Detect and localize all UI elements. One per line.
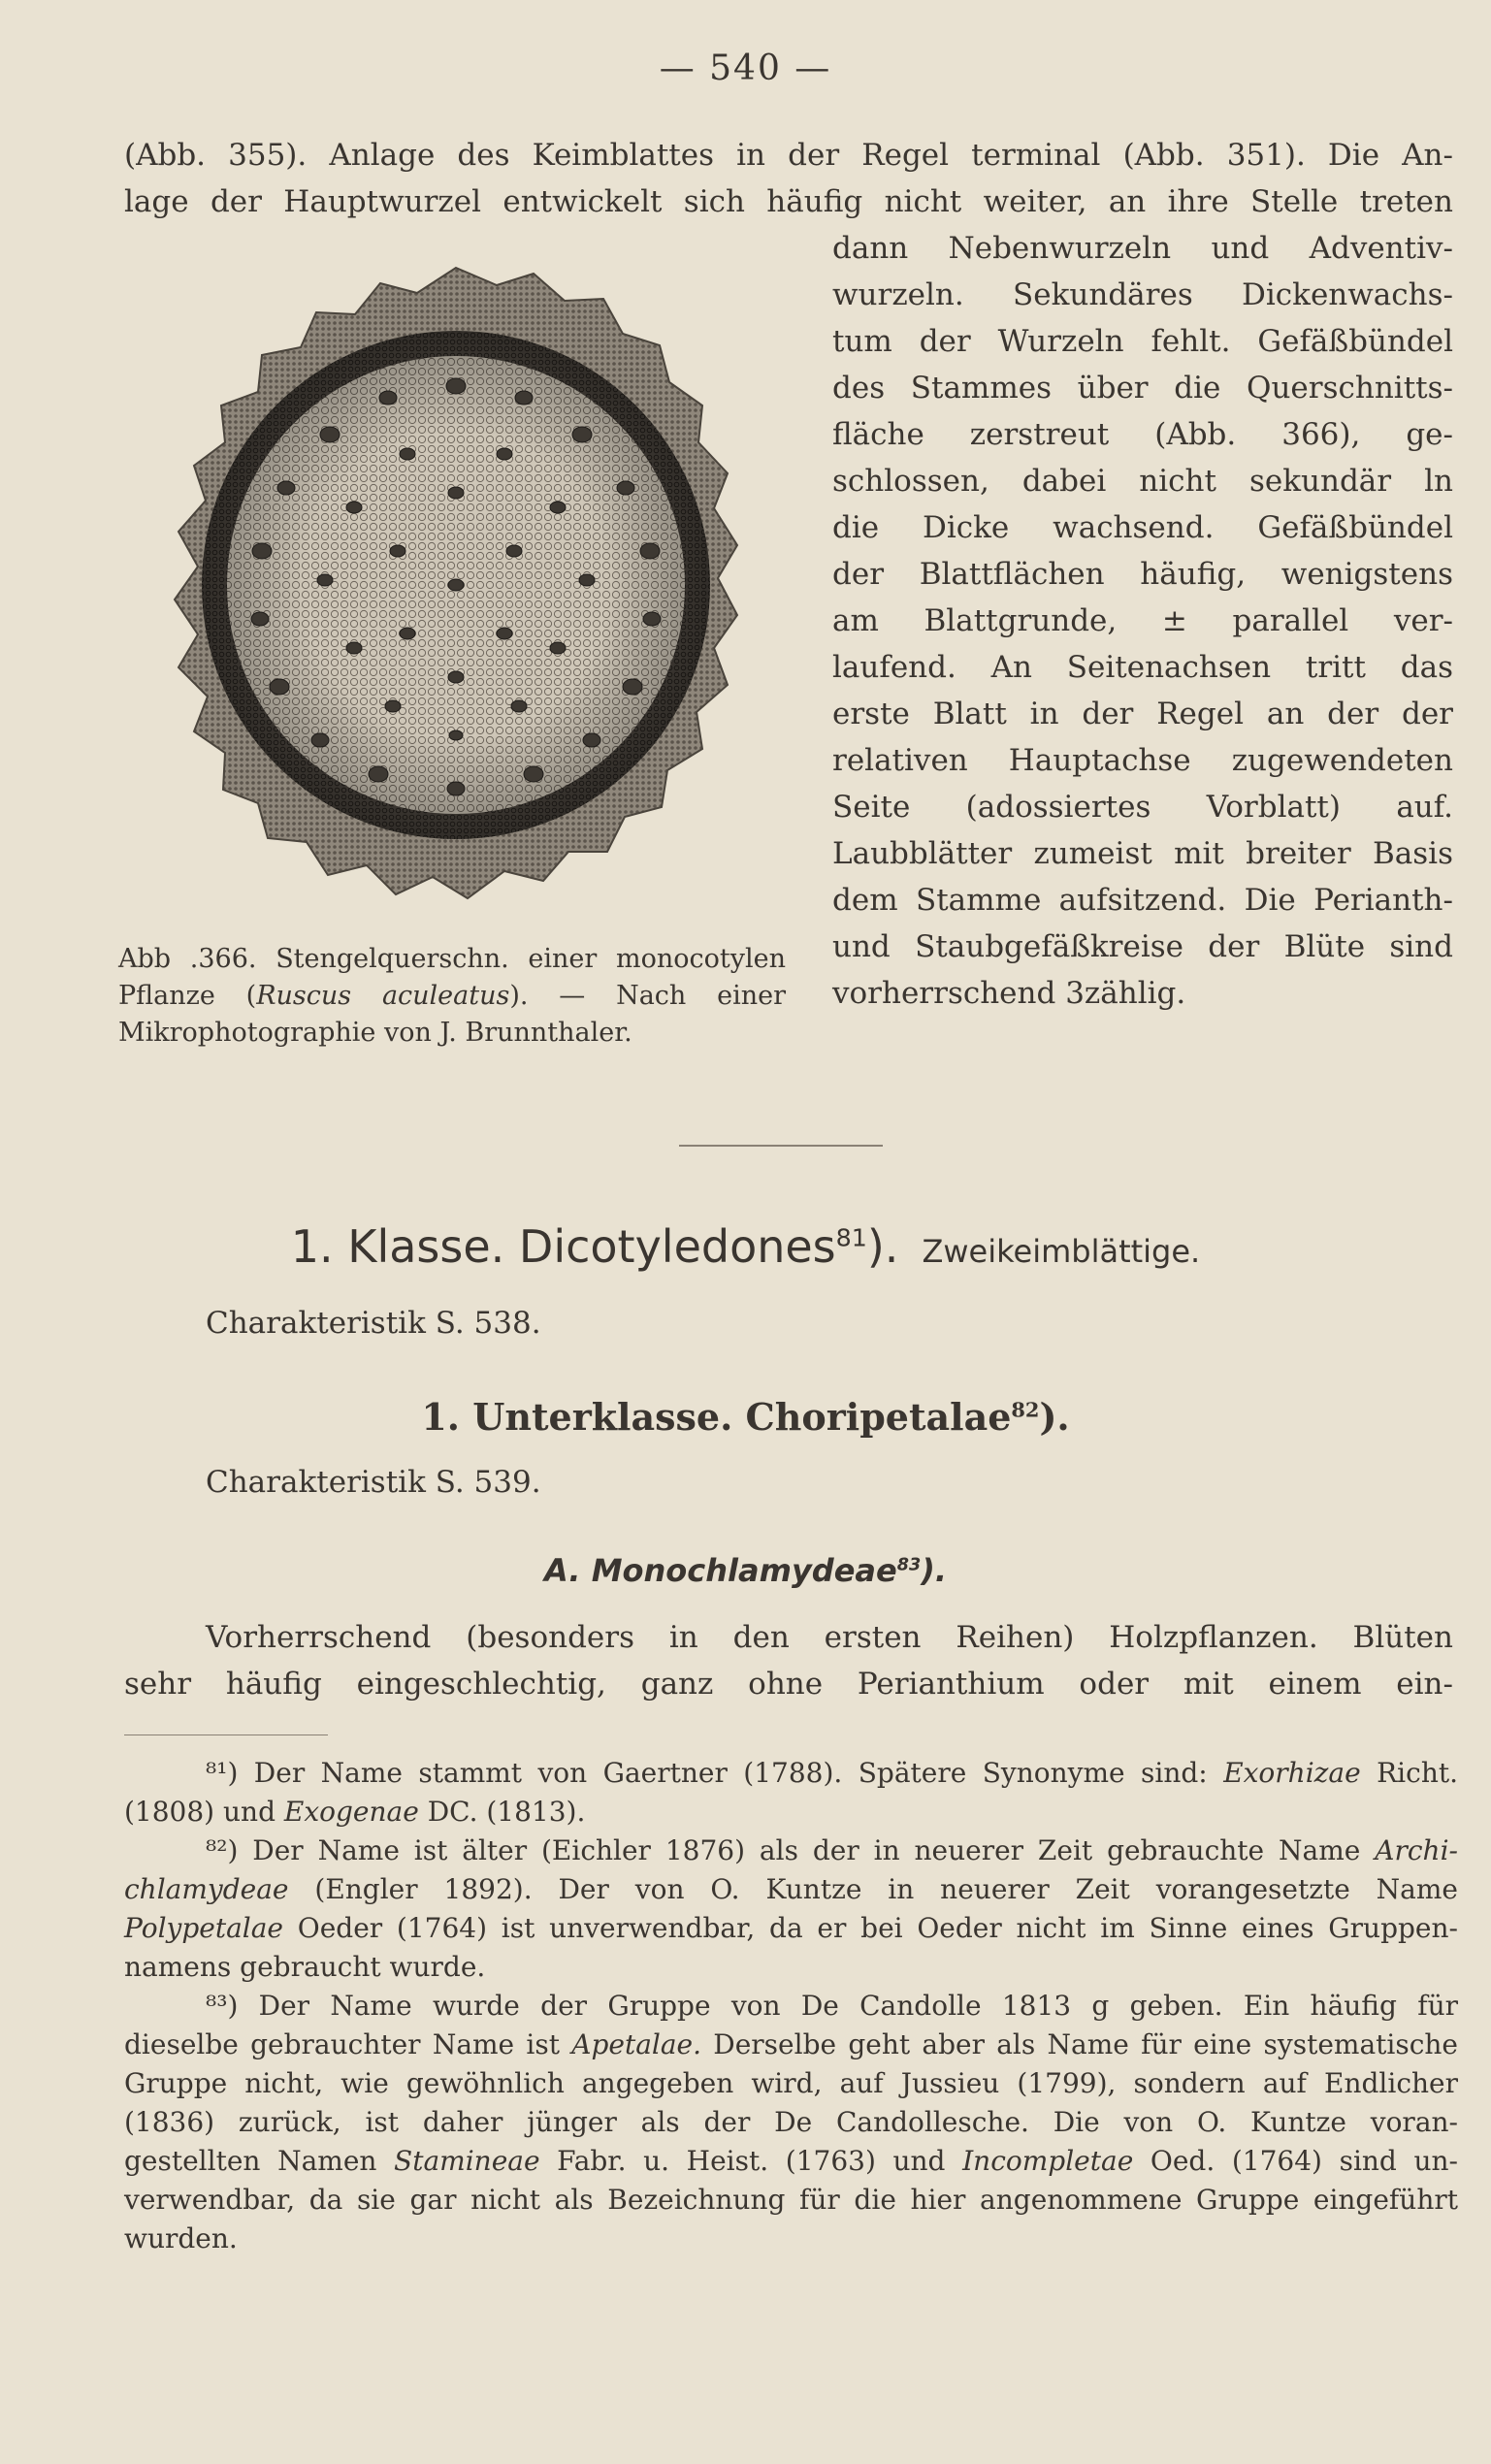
text-line: (Abb. 355). Anlage des Keimblattes in der Regel terminal (Abb. 351). Die An-: [124, 138, 1453, 173]
column-line: fläche zerstreut (Abb. 366), ge-: [832, 417, 1453, 452]
column-line: der Blattflächen häufig, wenigstens: [832, 557, 1453, 592]
text-line: Vorherrschend (besonders in den ersten Reihen) Holzpflanzen. Blüten: [206, 1620, 1453, 1655]
footnote-83: gestellten Namen Stamineae Fabr. u. Heist. (1763) und Incompletae Oed. (1764) sind un-: [124, 2145, 1459, 2177]
class-heading: [0, 1220, 1491, 1273]
column-line: laufend. An Seitenachsen tritt das: [832, 650, 1453, 685]
group-heading: A. Monochlamydeae$^{83}$).: [544, 1552, 947, 1589]
column-line: schlossen, dabei nicht sekundär ln: [832, 464, 1453, 499]
footnote-83: verwendbar, da sie gar nicht als Bezeichnung für die hier angenommene Gruppe eingeführt: [124, 2184, 1458, 2216]
stem-cross-section-figure: [116, 250, 795, 929]
column-line: relativen Hauptachse zugewendeten: [832, 743, 1453, 778]
column-line: erste Blatt in der Regel an der der: [832, 697, 1453, 731]
stem-cross-section-illustration: [116, 250, 795, 929]
figure-caption-line: Abb .366. Stengelquerschn. einer monocotylen: [118, 944, 786, 974]
class-title: 1. Klasse. Dicotyledones$^{81}$).: [290, 1220, 899, 1273]
class-subtitle: Zweikeimblättige.: [922, 1233, 1201, 1270]
text-line: lage der Hauptwurzel entwickelt sich häufig nicht weiter, an ihre Stelle treten: [124, 184, 1453, 219]
column-line: des Stammes über die Querschnitts-: [832, 371, 1453, 405]
caption-species: Ruscus aculeatus: [256, 981, 510, 1011]
column-line: dem Stamme aufsitzend. Die Perianth-: [832, 883, 1453, 918]
column-line: wurzeln. Sekundäres Dickenwachs-: [832, 277, 1453, 312]
subclass-heading: 1. Unterklasse. Choripetalae$^{82}$).: [421, 1395, 1070, 1439]
column-line: vorherrschend 3zählig.: [832, 976, 1186, 1011]
footnote-83: wurden.: [124, 2222, 238, 2254]
figure-caption-line: [118, 978, 786, 1015]
column-line: und Staubgefäßkreise der Blüte sind: [832, 929, 1453, 964]
footnote-81: (1808) und Exogenae DC. (1813).: [124, 1796, 586, 1828]
text-line: sehr häufig eingeschlechtig, ganz ohne Perianthium oder mit einem ein-: [124, 1667, 1453, 1702]
class-characteristics-ref: Charakteristik S. 538.: [206, 1306, 541, 1341]
subclass-characteristics-ref: Charakteristik S. 539.: [206, 1465, 541, 1500]
footnote-82: ⁸²) Der Name ist älter (Eichler 1876) als der in neuerer Zeit gebrauchte Name Archi-: [206, 1834, 1458, 1866]
footnote-83: Gruppe nicht, wie gewöhnlich angegeben wird, auf Jussieu (1799), sondern auf Endlicher: [124, 2067, 1458, 2099]
footnote-82: chlamydeae (Engler 1892). Der von O. Kuntze in neuerer Zeit vorangesetzte Name: [124, 1873, 1458, 1905]
figure-caption-line: Mikrophotographie von J. Brunnthaler.: [118, 1018, 632, 1048]
footnote-81: ⁸¹) Der Name stammt von Gaertner (1788). Spätere Synonyme sind: Exorhizae Richt.: [206, 1757, 1459, 1789]
footnote-83: (1836) zurück, ist daher jünger als der De Candollesche. Die von O. Kuntze voran-: [124, 2106, 1458, 2138]
caption-text: ). — Nach einer: [509, 981, 786, 1011]
column-line: die Dicke wachsend. Gefäßbündel: [832, 510, 1453, 545]
column-line: Laubblätter zumeist mit breiter Basis: [832, 836, 1453, 871]
footnote-83: dieselbe gebrauchter Name ist Apetalae. Derselbe geht aber als Name für eine systematische: [124, 2028, 1458, 2060]
column-line: am Blattgrunde, ± parallel ver-: [832, 603, 1453, 638]
footnote-82: Polypetalae Oeder (1764) ist unverwendbar, da er bei Oeder nicht im Sinne eines Gruppen-: [124, 1912, 1458, 1944]
caption-text: Pflanze (: [118, 981, 257, 1011]
section-divider: [679, 1145, 883, 1147]
footnote-83: ⁸³) Der Name wurde der Gruppe von De Candolle 1813 g geben. Ein häufig für: [206, 1990, 1458, 2022]
page-number: — 540 —: [659, 49, 832, 88]
column-line: Seite (adossiertes Vorblatt) auf.: [832, 790, 1453, 825]
column-line: dann Nebenwurzeln und Adventiv-: [832, 231, 1453, 266]
footnote-82: namens gebraucht wurde.: [124, 1951, 486, 1983]
column-line: tum der Wurzeln fehlt. Gefäßbündel: [832, 324, 1453, 359]
